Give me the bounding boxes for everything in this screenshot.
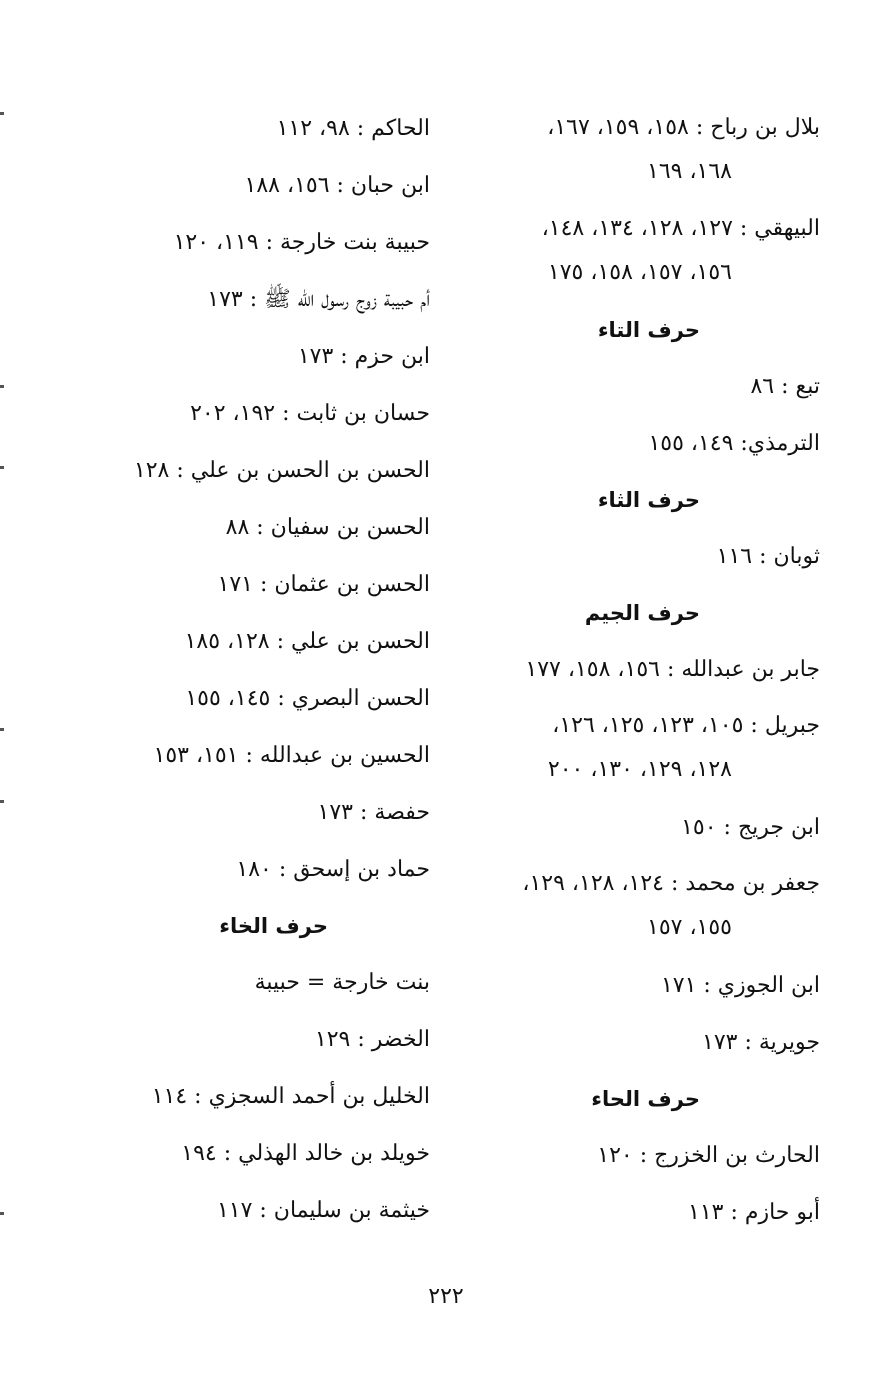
right-index-entry bbox=[460, 201, 820, 302]
entry-text: ابن حزم : ١٧٣ bbox=[297, 344, 430, 369]
entry-text: بنت خارجة = حبيبة bbox=[254, 970, 430, 995]
right-index-entry bbox=[460, 698, 820, 799]
entry-text: ابن جريج : ١٥٠ bbox=[681, 815, 820, 840]
entry-text: الحاكم : ٩٨، ١١٢ bbox=[276, 116, 430, 141]
left-index-entry bbox=[110, 954, 430, 1011]
entry-text: ابن الجوزي : ١٧١ bbox=[660, 973, 820, 998]
right-index-entry bbox=[460, 358, 820, 415]
right-index-entry bbox=[460, 528, 820, 585]
right-index-entry bbox=[460, 957, 820, 1014]
entry-text: الحسن بن الحسن بن علي : ١٢٨ bbox=[133, 458, 430, 483]
entry-text: خويلد بن خالد الهذلي : ١٩٤ bbox=[181, 1141, 430, 1166]
index-column-right bbox=[460, 100, 820, 1241]
right-index-entry bbox=[460, 1014, 820, 1071]
entry-text: جابر بن عبدالله : ١٥٦، ١٥٨، ١٧٧ bbox=[525, 657, 820, 682]
right-index-entry bbox=[460, 100, 820, 201]
entry-text: جويرية : ١٧٣ bbox=[702, 1030, 820, 1055]
scan-edge-mark bbox=[0, 112, 4, 115]
entry-text: تبع : ٨٦ bbox=[750, 374, 820, 399]
entry-text: الخليل بن أحمد السجزي : ١١٤ bbox=[151, 1084, 430, 1109]
left-index-entry bbox=[110, 271, 430, 328]
entry-text: الحارث بن الخزرج : ١٢٠ bbox=[597, 1143, 820, 1168]
left-index-entry bbox=[110, 328, 430, 385]
left-index-entry bbox=[110, 442, 430, 499]
right-index-entry bbox=[460, 641, 820, 698]
scan-edge-mark bbox=[0, 728, 4, 731]
left-index-entry bbox=[110, 385, 430, 442]
right-index-entry bbox=[460, 799, 820, 856]
entry-text: الخضر : ١٢٩ bbox=[314, 1027, 430, 1052]
entry-text: جبريل : ١٠٥، ١٢٣، ١٢٥، ١٢٦، bbox=[552, 713, 820, 738]
right-index-entry bbox=[460, 1127, 820, 1184]
right-section-heading: حرف الثاء bbox=[597, 488, 700, 512]
scan-edge-mark bbox=[0, 800, 4, 803]
entry-continuation: ١٥٥، ١٥٧ bbox=[647, 915, 732, 940]
left-section-heading: حرف الخاء bbox=[219, 914, 328, 938]
index-column-left bbox=[110, 100, 430, 1239]
entry-text: بلال بن رباح : ١٥٨، ١٥٩، ١٦٧، bbox=[547, 115, 820, 140]
right-index-entry bbox=[460, 856, 820, 957]
right-section-heading: حرف التاء bbox=[597, 318, 700, 342]
entry-text: الحسن البصري : ١٤٥، ١٥٥ bbox=[185, 686, 430, 711]
right-index-entry bbox=[460, 1184, 820, 1241]
left-index-entry bbox=[110, 499, 430, 556]
entry-text: ابن حبان : ١٥٦، ١٨٨ bbox=[244, 173, 430, 198]
entry-text: جعفر بن محمد : ١٢٤، ١٢٨، ١٢٩، bbox=[522, 871, 820, 896]
entry-text: حفصة : ١٧٣ bbox=[317, 800, 430, 825]
entry-text: أبو حازم : ١١٣ bbox=[688, 1200, 820, 1225]
entry-text: البيهقي : ١٢٧، ١٢٨، ١٣٤، ١٤٨، bbox=[541, 216, 820, 241]
entry-text: حسان بن ثابت : ١٩٢، ٢٠٢ bbox=[190, 401, 430, 426]
entry-text: الحسن بن علي : ١٢٨، ١٨٥ bbox=[184, 629, 430, 654]
entry-text: الحسن بن عثمان : ١٧١ bbox=[217, 572, 430, 597]
left-index-entry bbox=[110, 556, 430, 613]
left-index-entry bbox=[110, 613, 430, 670]
entry-continuation: ١٥٦، ١٥٧، ١٥٨، ١٧٥ bbox=[547, 260, 732, 285]
right-section-heading: حرف الحاء bbox=[591, 1087, 700, 1111]
entry-text: الحسن بن سفيان : ٨٨ bbox=[225, 515, 430, 540]
left-index-entry bbox=[110, 784, 430, 841]
left-index-entry bbox=[110, 214, 430, 271]
scan-edge-mark bbox=[0, 466, 4, 469]
scan-edge-mark bbox=[0, 385, 4, 388]
left-index-entry bbox=[110, 100, 430, 157]
left-index-entry bbox=[110, 841, 430, 898]
scan-edge-mark bbox=[0, 1212, 4, 1215]
entry-text: أم حبيبة زوج رسول الله ﷺ : ١٧٣ bbox=[207, 287, 430, 312]
left-index-entry bbox=[110, 1068, 430, 1125]
left-index-entry bbox=[110, 157, 430, 214]
entry-continuation: ١٢٨، ١٢٩، ١٣٠، ٢٠٠ bbox=[547, 757, 732, 782]
entry-text: الحسين بن عبدالله : ١٥١، ١٥٣ bbox=[153, 743, 430, 768]
left-index-entry bbox=[110, 1125, 430, 1182]
left-index-entry bbox=[110, 1011, 430, 1068]
entry-text: حبيبة بنت خارجة : ١١٩، ١٢٠ bbox=[173, 230, 430, 255]
left-index-entry bbox=[110, 727, 430, 784]
left-index-entry bbox=[110, 670, 430, 727]
entry-text: خيثمة بن سليمان : ١١٧ bbox=[216, 1198, 430, 1223]
left-index-entry bbox=[110, 1182, 430, 1239]
right-index-entry bbox=[460, 415, 820, 472]
entry-text: ثوبان : ١١٦ bbox=[716, 544, 820, 569]
page-number: ٢٢٢ bbox=[428, 1284, 464, 1309]
entry-continuation: ١٦٨، ١٦٩ bbox=[647, 159, 732, 184]
entry-text: حماد بن إسحق : ١٨٠ bbox=[236, 857, 430, 882]
right-section-heading: حرف الجيم bbox=[584, 601, 700, 625]
entry-text: الترمذي: ١٤٩، ١٥٥ bbox=[648, 431, 820, 456]
